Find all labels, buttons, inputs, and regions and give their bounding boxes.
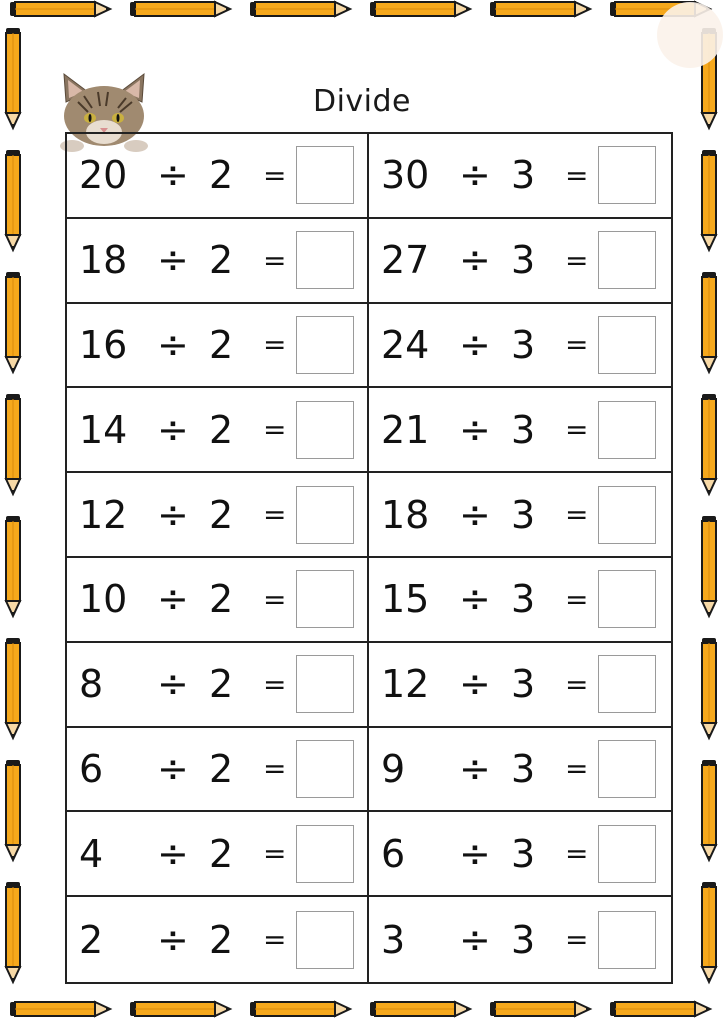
divide-sign: ÷ [157, 238, 189, 283]
answer-box[interactable] [296, 486, 354, 544]
dividend: 12 [79, 492, 128, 537]
divide-sign: ÷ [157, 322, 189, 367]
divisor: 2 [209, 746, 234, 791]
equals-sign: = [565, 923, 589, 957]
equals-sign: = [565, 243, 589, 277]
equals-sign: = [263, 158, 287, 192]
answer-box[interactable] [296, 570, 354, 628]
dividend: 10 [79, 577, 128, 622]
divisor: 3 [511, 153, 536, 198]
answer-box[interactable] [598, 825, 656, 883]
pencil-icon [10, 1002, 112, 1016]
divisor: 2 [209, 831, 234, 876]
equals-sign: = [565, 752, 589, 786]
pencil-icon [250, 1002, 352, 1016]
divisor: 3 [511, 662, 536, 707]
worksheet-title: Divide [312, 84, 412, 119]
problem-cell [67, 219, 369, 304]
dividend: 15 [381, 577, 430, 622]
dividend: 12 [381, 662, 430, 707]
divide-sign: ÷ [459, 662, 491, 707]
divide-sign: ÷ [459, 917, 491, 962]
divide-sign: ÷ [459, 577, 491, 622]
pencil-icon [702, 638, 716, 740]
dividend: 9 [381, 746, 406, 791]
divide-sign: ÷ [157, 662, 189, 707]
dividend: 3 [381, 917, 406, 962]
divide-sign: ÷ [459, 831, 491, 876]
equals-sign: = [565, 837, 589, 871]
equals-sign: = [263, 498, 287, 532]
answer-box[interactable] [296, 231, 354, 289]
pencil-icon [702, 882, 716, 984]
answer-box[interactable] [598, 316, 656, 374]
answer-box[interactable] [296, 655, 354, 713]
divisor: 2 [209, 492, 234, 537]
divisor: 3 [511, 577, 536, 622]
dividend: 16 [79, 322, 128, 367]
dividend: 20 [79, 153, 128, 198]
pencil-icon [702, 516, 716, 618]
divisor: 3 [511, 746, 536, 791]
pencil-icon [702, 760, 716, 862]
pencil-icon [370, 1002, 472, 1016]
problem-cell [369, 728, 671, 813]
pencil-icon [370, 2, 472, 16]
problem-cell [369, 388, 671, 473]
problem-cell [369, 812, 671, 897]
dividend: 4 [79, 831, 104, 876]
pencil-icon [702, 150, 716, 252]
problem-cell [67, 473, 369, 558]
answer-box[interactable] [598, 570, 656, 628]
divide-sign: ÷ [157, 917, 189, 962]
equals-sign: = [565, 328, 589, 362]
equals-sign: = [565, 413, 589, 447]
equals-sign: = [263, 413, 287, 447]
pencil-icon [250, 2, 352, 16]
divide-sign: ÷ [459, 492, 491, 537]
answer-box[interactable] [598, 486, 656, 544]
answer-box[interactable] [598, 911, 656, 969]
divisor: 2 [209, 238, 234, 283]
divide-sign: ÷ [157, 577, 189, 622]
equals-sign: = [263, 667, 287, 701]
dividend: 30 [381, 153, 430, 198]
pencil-icon [6, 638, 20, 740]
answer-box[interactable] [598, 231, 656, 289]
dividend: 6 [79, 746, 104, 791]
problem-cell [369, 304, 671, 389]
divide-sign: ÷ [157, 831, 189, 876]
problem-cell [369, 643, 671, 728]
dividend: 24 [381, 322, 430, 367]
divisor: 3 [511, 492, 536, 537]
answer-box[interactable] [598, 655, 656, 713]
pencil-icon [6, 882, 20, 984]
dividend: 18 [381, 492, 430, 537]
dividend: 6 [381, 831, 406, 876]
pencil-icon [702, 272, 716, 374]
problem-cell [369, 897, 671, 982]
problem-cell [369, 558, 671, 643]
equals-sign: = [565, 582, 589, 616]
equals-sign: = [263, 923, 287, 957]
dividend: 8 [79, 662, 104, 707]
answer-box[interactable] [296, 401, 354, 459]
problem-cell [67, 134, 369, 219]
problem-cell [67, 558, 369, 643]
equals-sign: = [263, 328, 287, 362]
answer-box[interactable] [598, 146, 656, 204]
problem-cell [369, 473, 671, 558]
problem-cell [67, 812, 369, 897]
divisor: 3 [511, 322, 536, 367]
answer-box[interactable] [296, 316, 354, 374]
divide-sign: ÷ [459, 238, 491, 283]
divide-sign: ÷ [459, 407, 491, 452]
divide-sign: ÷ [157, 746, 189, 791]
division-grid [65, 132, 673, 984]
equals-sign: = [263, 582, 287, 616]
equals-sign: = [565, 498, 589, 532]
answer-box[interactable] [598, 401, 656, 459]
divisor: 2 [209, 577, 234, 622]
equals-sign: = [565, 667, 589, 701]
pencil-icon [6, 394, 20, 496]
dividend: 18 [79, 238, 128, 283]
dividend: 2 [79, 917, 104, 962]
pencil-icon [10, 2, 112, 16]
divide-sign: ÷ [157, 407, 189, 452]
divide-sign: ÷ [157, 492, 189, 537]
divisor: 2 [209, 662, 234, 707]
divisor: 2 [209, 322, 234, 367]
logo-badge-icon [657, 2, 723, 68]
divisor: 3 [511, 831, 536, 876]
divide-sign: ÷ [459, 153, 491, 198]
divisor: 2 [209, 153, 234, 198]
divisor: 3 [511, 238, 536, 283]
divisor: 2 [209, 917, 234, 962]
pencil-icon [6, 516, 20, 618]
divide-sign: ÷ [459, 322, 491, 367]
divide-sign: ÷ [459, 746, 491, 791]
answer-box[interactable] [296, 825, 354, 883]
pencil-icon [490, 1002, 592, 1016]
equals-sign: = [263, 243, 287, 277]
dividend: 21 [381, 407, 430, 452]
pencil-icon [6, 760, 20, 862]
pencil-icon [702, 394, 716, 496]
pencil-icon [610, 1002, 712, 1016]
problem-cell [369, 134, 671, 219]
dividend: 14 [79, 407, 128, 452]
divisor: 2 [209, 407, 234, 452]
problem-cell [369, 219, 671, 304]
pencil-icon [6, 150, 20, 252]
pencil-icon [130, 2, 232, 16]
divisor: 3 [511, 407, 536, 452]
pencil-icon [6, 272, 20, 374]
answer-box[interactable] [296, 911, 354, 969]
equals-sign: = [565, 158, 589, 192]
problem-cell [67, 304, 369, 389]
divisor: 3 [511, 917, 536, 962]
answer-box[interactable] [296, 146, 354, 204]
equals-sign: = [263, 752, 287, 786]
equals-sign: = [263, 837, 287, 871]
problem-cell [67, 643, 369, 728]
problem-cell [67, 728, 369, 813]
dividend: 27 [381, 238, 430, 283]
problem-cell [67, 897, 369, 982]
answer-box[interactable] [296, 740, 354, 798]
problem-cell [67, 388, 369, 473]
pencil-icon [130, 1002, 232, 1016]
answer-box[interactable] [598, 740, 656, 798]
divide-sign: ÷ [157, 153, 189, 198]
pencil-icon [490, 2, 592, 16]
